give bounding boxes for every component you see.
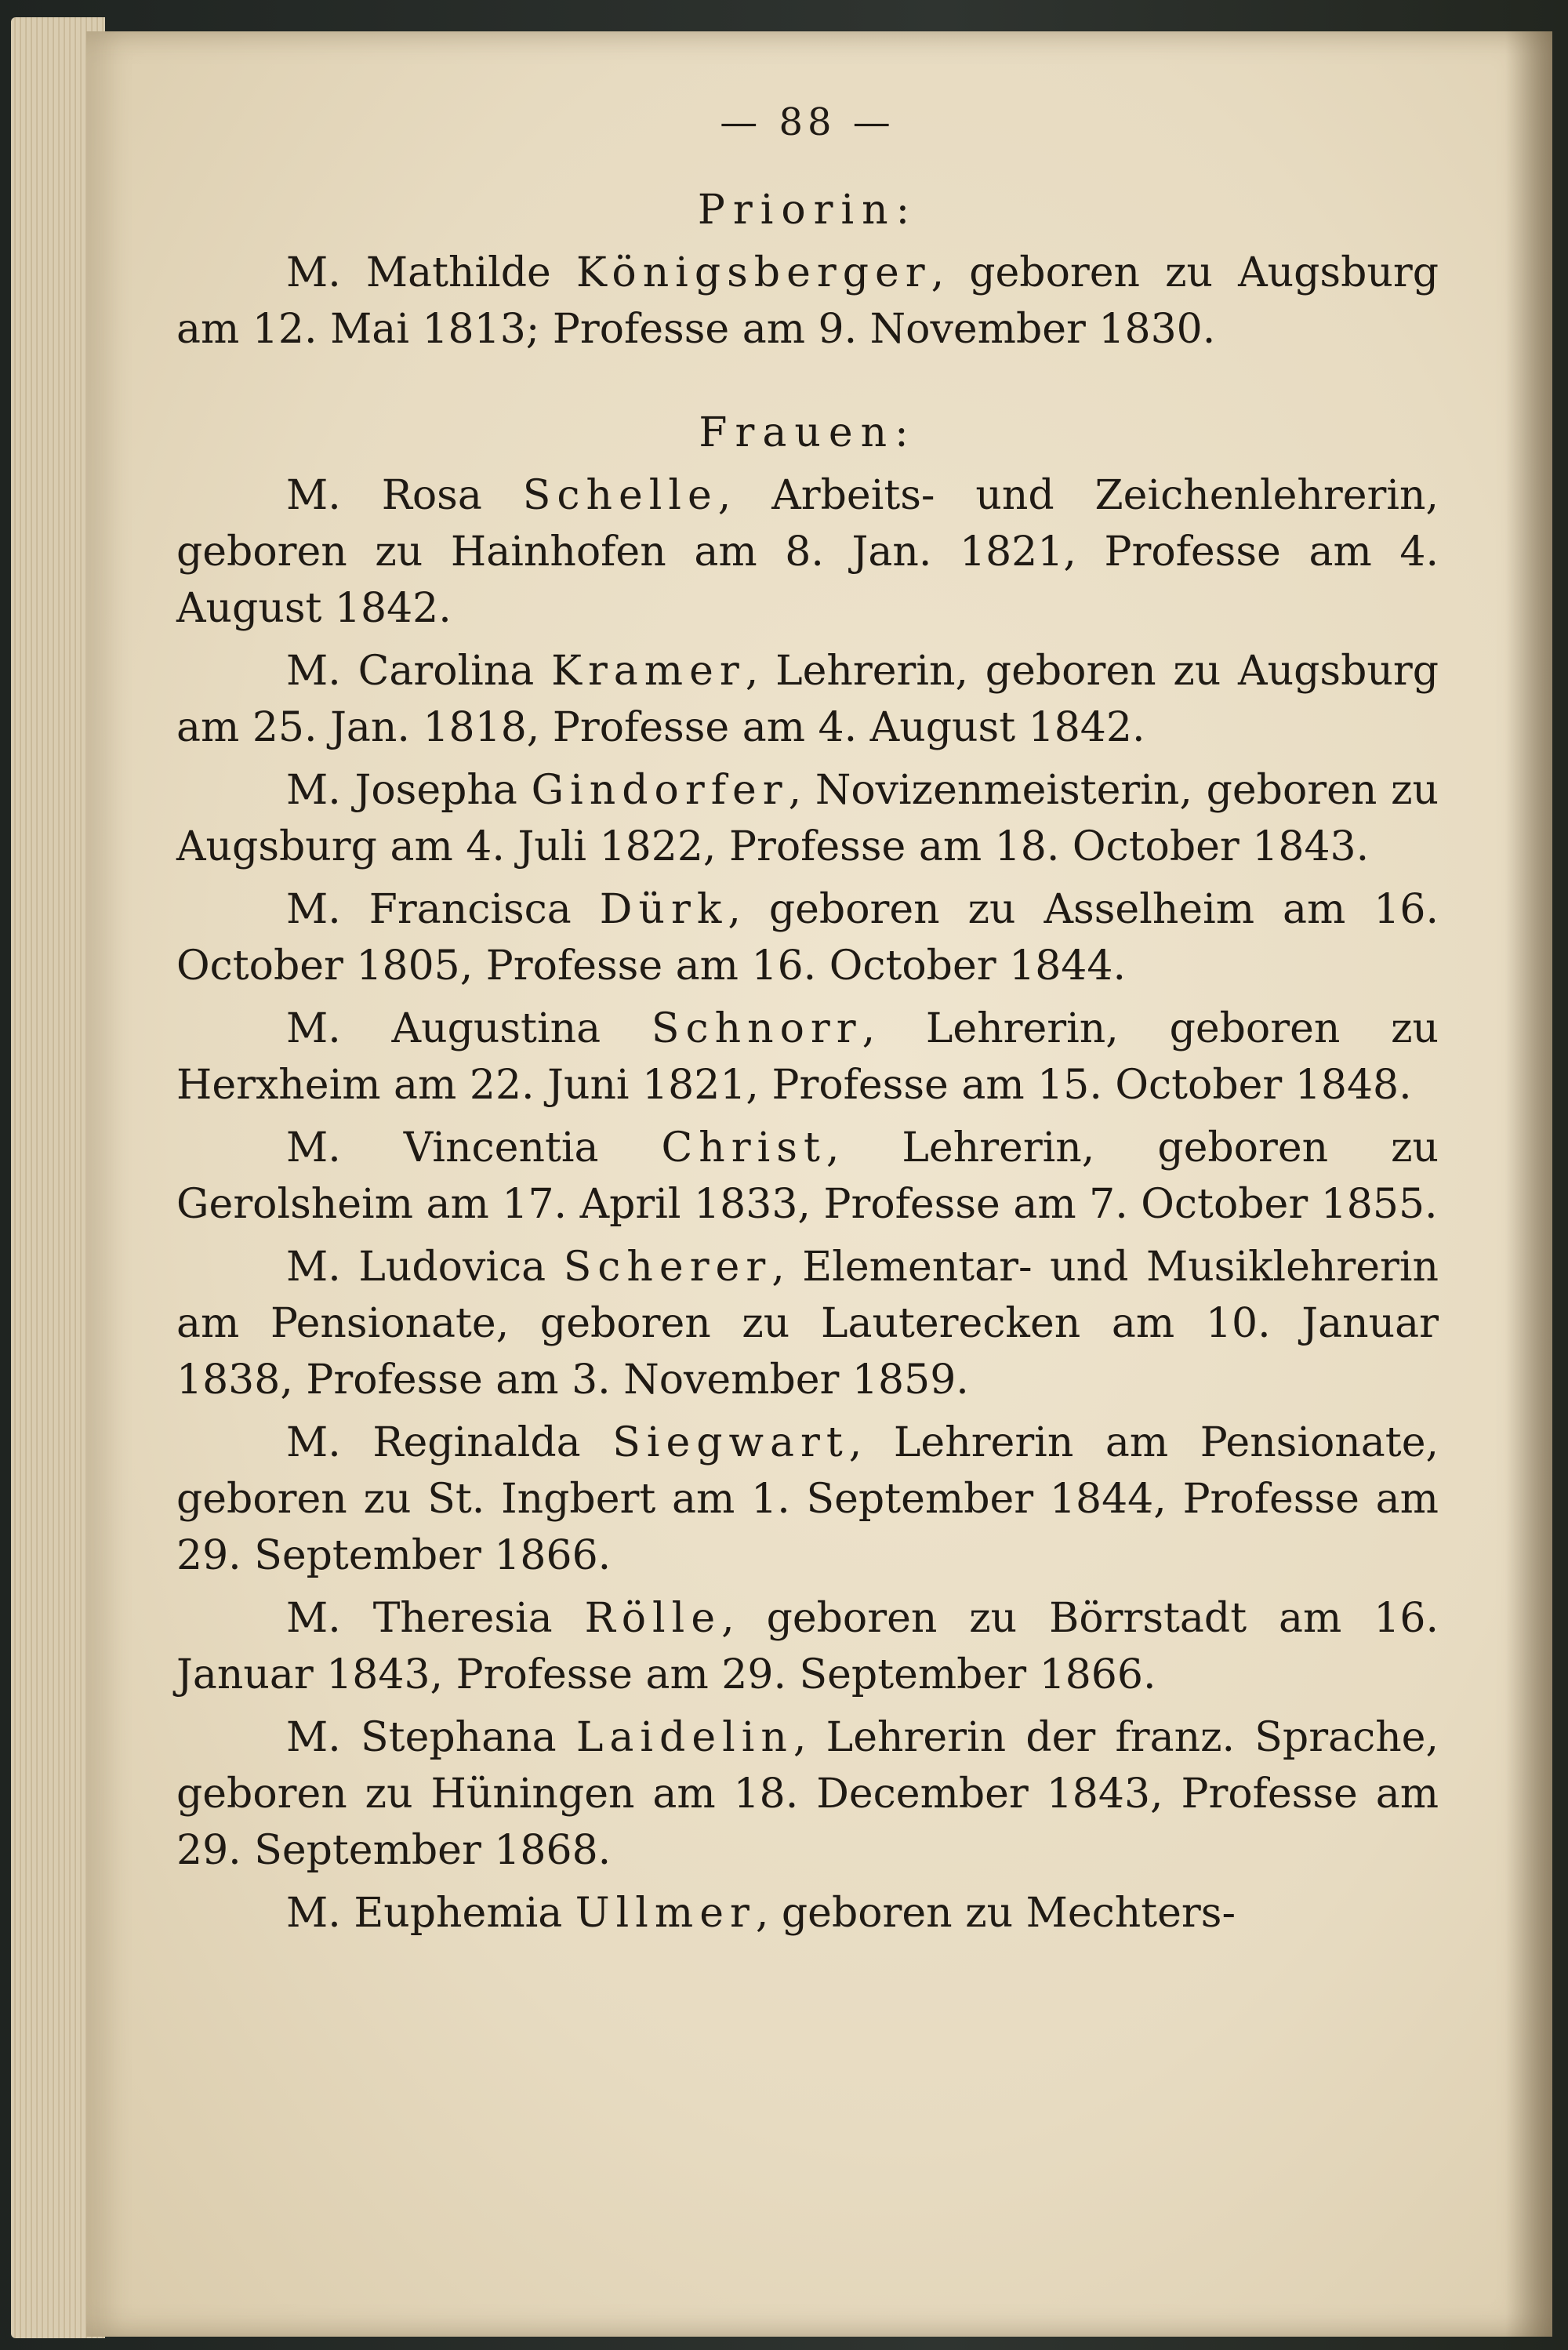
entry-text: , Lehrerin der franz. Sprache, geboren zu Hüningen am 18. December 1843, Professe am 29. September 1868. [176,1714,1439,1874]
entry-initial: M. [286,1124,341,1171]
section-heading-frauen: Frauen: [699,409,916,456]
entry-surname: Laidelin [575,1714,793,1761]
entry [176,245,1439,358]
entry-text: , Lehrerin, geboren zu Gerolsheim am 17. April 1833, Professe am 7. October 1855. [176,1124,1439,1228]
section-heading-priorin: Priorin: [697,187,918,234]
spine-shadow [1505,31,1552,2337]
entry-given-name: Francisca [368,886,572,933]
entry [176,881,1439,994]
entry-text: , Novizenmeisterin, geboren zu Augsburg am 4. Juli 1822, Professe am 18. October 1843. [176,767,1439,870]
entry-surname: Kramer [551,648,746,695]
entry-given-name: Augustina [391,1005,601,1052]
entry-initial: M. [286,1714,341,1761]
entry [176,643,1439,756]
entry-given-name: Vincentia [403,1124,599,1171]
entry-text: , Lehrerin, geboren zu Herxheim am 22. Juni 1821, Professe am 15. October 1848. [176,1005,1439,1109]
entry-surname: Gindorfer [531,767,789,814]
entry-surname: Dürk [599,886,728,933]
entry-surname: Schnorr [651,1005,862,1052]
entry [176,1590,1439,1703]
entry [176,467,1439,637]
page-number: — 88 — [720,100,895,144]
entry-given-name: Josepha [354,767,517,814]
entry-initial: M. [286,767,341,814]
entry-given-name: Ludovica [358,1244,546,1291]
entry-surname: Ullmer [575,1890,756,1937]
entry-given-name: Stephana [361,1714,557,1761]
entry-initial: M. [286,1244,341,1291]
entry-text: , geboren zu Börrstadt am 16. Januar 1843, Professe am 29. September 1866. [176,1595,1439,1698]
entry-text: , Lehrerin, geboren zu Augsburg am 25. Jan. 1818, Professe am 4. August 1842. [176,648,1439,751]
entry [176,762,1439,875]
entry-initial: M. [286,1595,341,1642]
page-content [176,94,1439,1948]
entry-surname: Siegwart [612,1419,849,1466]
entry-initial: M. [286,886,341,933]
entry-surname: Rölle [584,1595,722,1642]
entry-initial: M. [286,1005,341,1052]
entry [176,1001,1439,1113]
entry-surname: Schelle [522,472,718,519]
entry-surname: Königsberger [575,249,931,296]
entry-given-name: Carolina [358,648,535,695]
entry-surname: Scherer [563,1244,772,1291]
entry-initial: M. [286,472,341,519]
entry-text: , Arbeits- und Zeichenlehrerin, geboren zu Hainhofen am 8. Jan. 1821, Professe am 4. August 1842. [176,472,1439,632]
entry-text: , geboren zu Mechters- [755,1890,1236,1937]
entry-text: , Elementar- und Musiklehrerin am Pensionate, geboren zu Lauterecken am 10. Januar 1838, Professe am 3. November 1859. [176,1244,1439,1404]
entry-initial: M. [286,249,341,296]
entry-given-name: Rosa [381,472,482,519]
entry-given-name: Mathilde [365,249,551,296]
entry-given-name: Reginalda [372,1419,581,1466]
entry-text: , geboren zu Augsburg am 12. Mai 1813; Professe am 9. November 1830. [176,249,1439,353]
entry [176,1120,1439,1233]
entry [176,1885,1439,1941]
entry-initial: M. [286,1890,341,1937]
entry-given-name: Theresia [372,1595,553,1642]
entry-initial: M. [286,1419,341,1466]
entry-text: , geboren zu Asselheim am 16. October 1805, Professe am 16. October 1844. [176,886,1439,990]
entry [176,1415,1439,1584]
entry [176,1709,1439,1879]
entry-given-name: Euphemia [354,1890,563,1937]
entry-text: , Lehrerin am Pensionate, geboren zu St. Ingbert am 1. September 1844, Professe am 29. September 1866. [176,1419,1439,1579]
entry-initial: M. [286,648,341,695]
entry-surname: Christ [661,1124,826,1171]
entry [176,1239,1439,1408]
